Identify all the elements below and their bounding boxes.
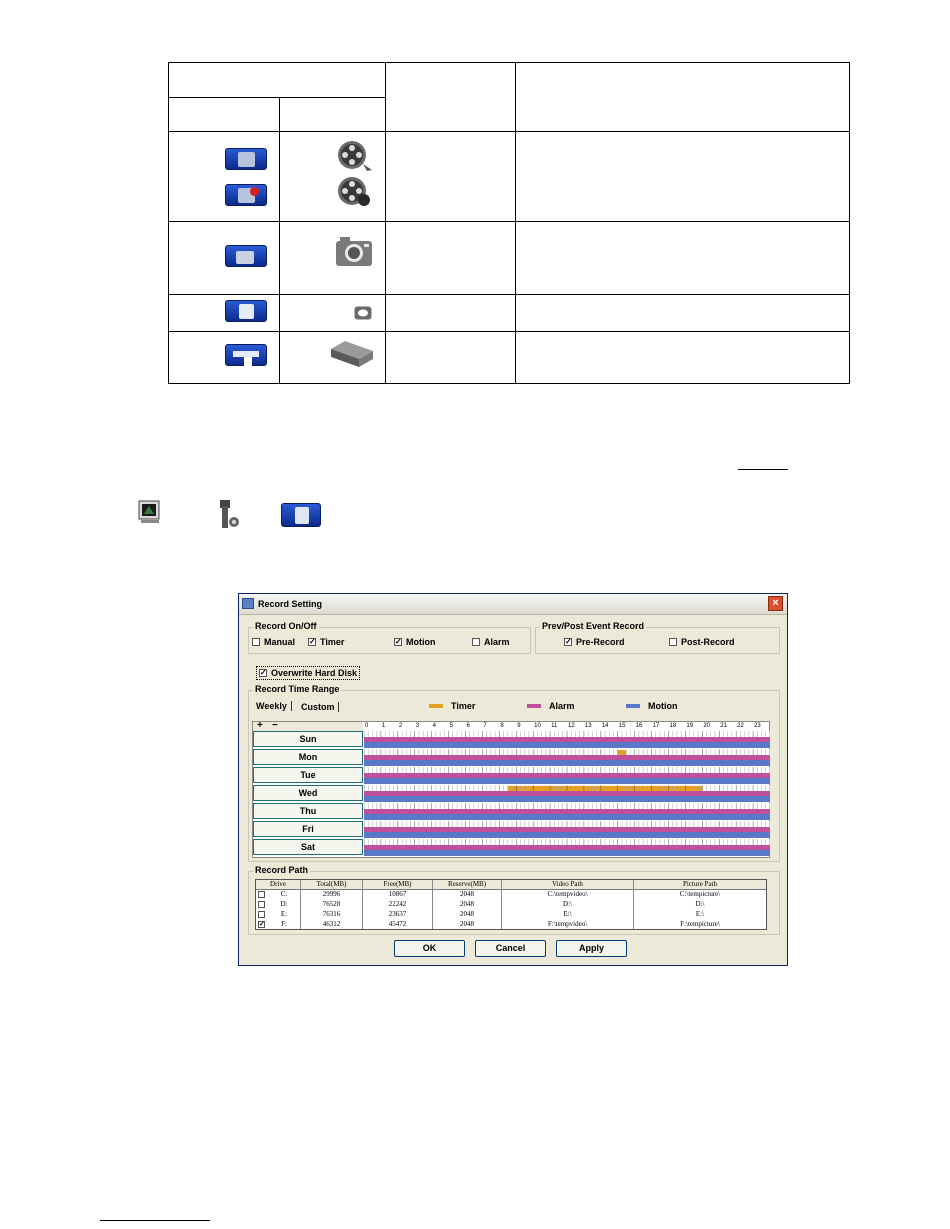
post-record-checkbox[interactable]: Post-Record xyxy=(669,637,735,647)
motion-band[interactable] xyxy=(364,742,770,748)
total-cell: 76528 xyxy=(322,900,341,908)
close-icon: × xyxy=(772,597,779,609)
legend-swatch xyxy=(626,704,640,708)
hour-label: 6 xyxy=(466,723,470,729)
film-reel-off-icon xyxy=(337,176,373,208)
tab-custom[interactable]: Custom xyxy=(301,702,339,712)
drive-cell: F: xyxy=(281,920,287,928)
apply-button[interactable]: Apply xyxy=(556,940,627,957)
table-line xyxy=(169,331,849,332)
column-header: Free(MB) xyxy=(383,880,412,888)
motion-checkbox[interactable]: ✓ Motion xyxy=(395,637,436,647)
hour-label: 18 xyxy=(669,723,677,729)
hour-label: 10 xyxy=(534,723,541,729)
hour-label: 2 xyxy=(398,723,403,729)
motion-band[interactable] xyxy=(364,760,770,766)
hour-label: 7 xyxy=(483,723,487,729)
alarm-band[interactable] xyxy=(364,737,770,742)
pre-record-checkbox[interactable]: ✓ Pre-Record xyxy=(565,637,625,647)
hour-label: 8 xyxy=(500,723,504,729)
day-label[interactable]: Mon xyxy=(253,749,363,765)
title-bar xyxy=(239,594,787,615)
time-range-label: Record Time Range xyxy=(255,684,340,694)
zoom-out-button[interactable]: − xyxy=(272,720,278,731)
hour-label: 5 xyxy=(449,723,453,729)
manual-checkbox[interactable]: Manual xyxy=(252,637,295,647)
record-path-table xyxy=(255,879,767,930)
checkbox-box: ✓ xyxy=(395,637,402,646)
table-line xyxy=(169,294,849,295)
legend-swatch xyxy=(527,704,541,708)
motion-band[interactable] xyxy=(364,796,770,802)
alarm-band[interactable] xyxy=(364,827,770,832)
drive-cell: C: xyxy=(280,890,288,898)
hour-label: 22 xyxy=(737,723,744,729)
camera-icon xyxy=(335,235,373,267)
reserve-cell: 2048 xyxy=(460,920,474,928)
drive-checkbox[interactable]: ✓ xyxy=(259,920,265,928)
tab-weekly[interactable]: Weekly xyxy=(256,701,292,711)
hour-label: 0 xyxy=(365,723,369,729)
drive-cell: E: xyxy=(280,910,288,918)
record-onoff-label: Record On/Off xyxy=(255,621,317,631)
ok-button[interactable]: OK xyxy=(394,940,465,957)
video-path-cell: F:\tempvideo\ xyxy=(547,920,588,928)
video-path-cell: C:\tempvideo\ xyxy=(547,890,588,898)
close-button[interactable] xyxy=(768,596,783,611)
day-label[interactable]: Tue xyxy=(253,767,363,783)
column-header: Total(MB) xyxy=(316,880,347,888)
hour-label: 9 xyxy=(517,723,521,729)
motion-band[interactable] xyxy=(364,778,770,784)
hour-label: 20 xyxy=(703,723,711,729)
reserve-cell: 2048 xyxy=(460,900,474,908)
table-line xyxy=(515,63,516,383)
film-reel-icon xyxy=(337,140,373,172)
day-label[interactable]: Sat xyxy=(253,839,363,855)
hour-label: 21 xyxy=(720,723,727,729)
column-header: Picture Path xyxy=(682,880,718,888)
reserve-cell: 2048 xyxy=(460,890,474,898)
hour-label: 3 xyxy=(415,723,420,729)
day-label[interactable]: Fri xyxy=(253,821,363,837)
hour-label: 13 xyxy=(584,723,592,729)
info-icon xyxy=(225,300,267,322)
alarm-band[interactable] xyxy=(364,791,770,796)
table-line xyxy=(169,221,849,222)
app-icon xyxy=(242,598,254,609)
alarm-band[interactable] xyxy=(364,755,770,760)
hour-label: 16 xyxy=(635,723,643,729)
table-row[interactable] xyxy=(256,910,766,919)
checkbox-box: ✓ xyxy=(309,637,316,646)
monitor-icon xyxy=(138,500,162,524)
video-path-cell: D:\ xyxy=(563,900,572,908)
zoom-controls xyxy=(253,722,363,731)
checkbox-box xyxy=(472,638,480,646)
hour-label: 19 xyxy=(686,723,694,729)
column-header: Video Path xyxy=(552,880,583,888)
picture-path-cell: F:\tempicture\ xyxy=(680,920,720,928)
hour-label: 4 xyxy=(432,723,436,729)
alarm-band[interactable] xyxy=(364,773,770,778)
legend-motion: Motion xyxy=(626,701,678,711)
hour-label: 1 xyxy=(381,723,386,729)
table-line xyxy=(169,97,385,98)
snapshot-setting-icon xyxy=(225,245,267,267)
total-cell: 46312 xyxy=(322,920,341,928)
record-setting-dialog xyxy=(238,593,788,966)
checkbox-box xyxy=(252,638,260,646)
table-line xyxy=(385,63,386,383)
total-cell: 29996 xyxy=(322,890,341,898)
disk-icon xyxy=(225,344,267,366)
alarm-band[interactable] xyxy=(364,809,770,814)
cancel-button[interactable]: Cancel xyxy=(475,940,546,957)
picture-path-cell: E:\ xyxy=(695,910,705,918)
day-label[interactable]: Wed xyxy=(253,785,363,801)
hour-label: 12 xyxy=(568,723,575,729)
free-cell: 10867 xyxy=(388,890,407,898)
hard-drive-icon xyxy=(329,339,375,369)
drive-checkbox[interactable] xyxy=(258,900,266,909)
record-path-label: Record Path xyxy=(255,865,309,875)
checkbox-box xyxy=(669,638,677,646)
video-path-cell: E:\ xyxy=(563,910,572,918)
hour-label: 15 xyxy=(618,723,626,729)
hour-label: 14 xyxy=(601,723,609,729)
dialog-title: Record Setting xyxy=(258,599,323,609)
picture-path-cell: D:\ xyxy=(695,900,705,908)
drive-cell: D: xyxy=(280,900,288,908)
motion-band[interactable] xyxy=(364,850,770,856)
hour-label: 11 xyxy=(551,723,558,729)
motion-band[interactable] xyxy=(364,814,770,820)
table-header xyxy=(256,880,766,890)
checkbox-box: ✓ xyxy=(260,668,267,677)
table-line xyxy=(169,131,849,132)
table-line xyxy=(279,97,280,383)
footer-line xyxy=(100,1220,210,1221)
text-underline xyxy=(738,469,788,470)
free-cell: 45472 xyxy=(388,920,407,928)
hour-label: 17 xyxy=(652,723,660,729)
column-header: Drive xyxy=(270,880,286,888)
zoom-in-button[interactable]: + xyxy=(257,720,263,731)
legend-timer: Timer xyxy=(429,701,475,711)
free-cell: 22242 xyxy=(388,900,407,908)
alarm-band[interactable] xyxy=(364,845,770,850)
picture-path-cell: C:\tempicture\ xyxy=(679,890,721,898)
day-label[interactable]: Thu xyxy=(253,803,363,819)
day-label[interactable]: Sun xyxy=(253,731,363,747)
prepost-label: Prev/Post Event Record xyxy=(542,621,645,631)
free-cell: 23637 xyxy=(388,910,407,918)
schedule-cells[interactable] xyxy=(364,731,770,857)
legend-alarm: Alarm xyxy=(527,701,575,711)
hour-label: 23 xyxy=(754,723,761,729)
icon-reference-table xyxy=(168,62,850,384)
table-row[interactable] xyxy=(256,890,766,899)
tools-icon xyxy=(218,500,240,530)
drive-checkbox[interactable] xyxy=(258,890,266,899)
column-header: Reserve(MB) xyxy=(447,880,487,888)
total-cell: 76316 xyxy=(322,910,341,918)
record-setting-off-icon xyxy=(225,184,267,206)
overwrite-checkbox[interactable]: ✓ Overwrite Hard Disk xyxy=(256,666,360,680)
legend-swatch xyxy=(429,704,443,708)
record-setting-icon xyxy=(225,148,267,170)
motion-band[interactable] xyxy=(364,832,770,838)
drive-checkbox[interactable] xyxy=(258,910,266,919)
timer-checkbox[interactable]: ✓ Timer xyxy=(309,637,345,647)
reserve-cell: 2048 xyxy=(460,910,474,918)
pages-icon xyxy=(281,503,321,527)
message-icon xyxy=(354,306,372,320)
checkbox-box: ✓ xyxy=(565,637,572,646)
table-row[interactable] xyxy=(256,920,766,929)
table-row[interactable] xyxy=(256,900,766,909)
weekly-schedule-grid[interactable] xyxy=(252,721,770,858)
alarm-checkbox[interactable]: Alarm xyxy=(472,637,510,647)
